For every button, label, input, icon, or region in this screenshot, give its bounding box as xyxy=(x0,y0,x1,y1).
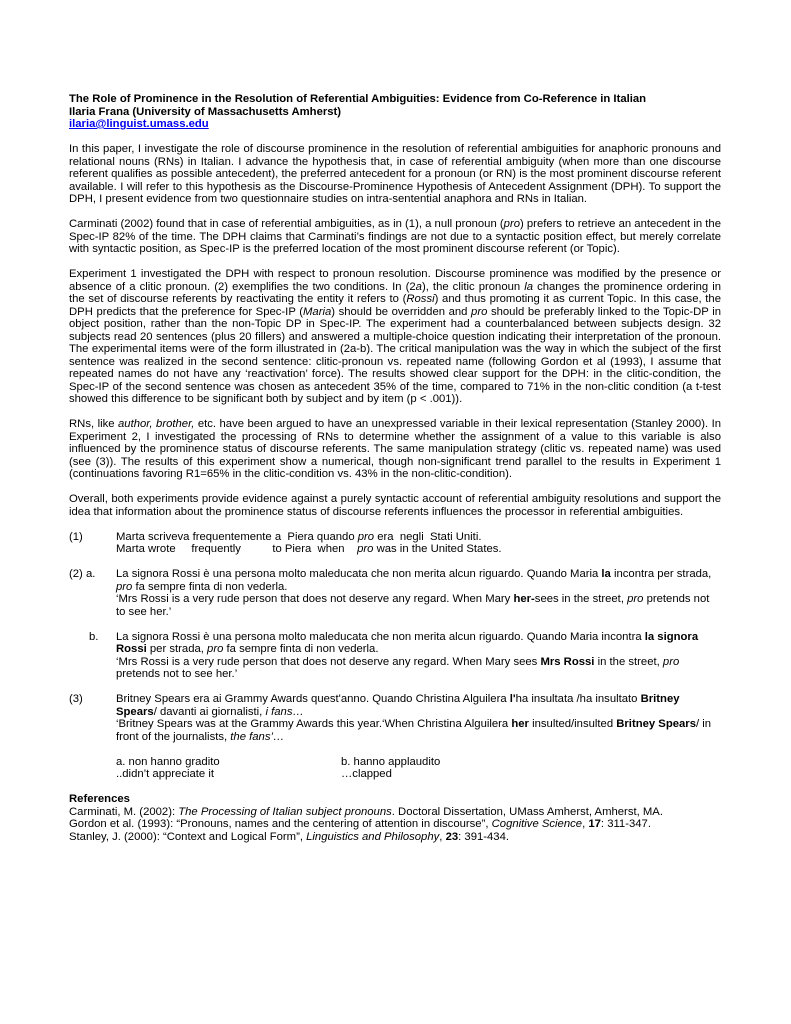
example-2a xyxy=(69,568,721,618)
example-1-italian: Marta scriveva frequentemente a Piera quando pro era negli Stati Uniti. xyxy=(116,530,482,543)
paragraph-experiment-2: RNs, like author, brother, etc. have been argued to have an unexpressed variable in their lexical representation (Stanley 2000). In Experiment 2, I investigated the processing of RNs to determine whether the assignment of a value to this variable is also influenced by the prominence status of discourse referents. The same manipulation strategy (clitic vs. repeated name) was used (see (3)). The results of this experiment show a numerical, though non-significant trend parallel to the results in Experiment 1 (continuations favoring R1=65% in the clitic-condition vs. 43% in the non-clitic-condition). xyxy=(69,418,721,480)
example-3-italian: Britney Spears era ai Grammy Awards quest'anno. Quando Christina Alguilera l'ha insultata /ha insultato Britney Spears/ davanti ai giornalisti, i fans… xyxy=(116,693,680,718)
paragraph-intro: In this paper, I investigate the role of discourse prominence in the resolution of referential ambiguities for anaphoric pronouns and relational nouns (RNs) in Italian. I advance the hypothesis that, in case of referential ambiguity (when more than one discourse referent qualifies as possible antecedent), the preferred antecedent for a pronoun (or RN) is the most prominent discourse referent available. I will refer to this hypothesis as the Discourse-Prominence Hypothesis of Antecedent Assignment (DPH). To support the DPH, I present evidence from two questionnaire studies on intra-sentential anaphora and RNs in Italian. xyxy=(69,143,721,205)
example-3-gloss: ‘Britney Spears was at the Grammy Awards this year.‘When Christina Alguilera her insulted/insulted Britney Spears/ in front of the journalists, the fans’… xyxy=(116,718,712,743)
example-2b-italian: La signora Rossi è una persona molto maleducata che non merita alcun riguardo. Quando Maria incontra la signora Rossi per strada, pro fa sempre finta di non vederla. xyxy=(116,630,699,655)
reference-stanley: Stanley, J. (2000): “Context and Logical Form”, Linguistics and Philosophy, 23: 391-434. xyxy=(69,830,510,843)
example-1-gloss: Marta wrote frequently to Piera when pro was in the United States. xyxy=(116,543,502,555)
choice-b-gloss: …clapped xyxy=(341,768,392,780)
references-heading: References xyxy=(69,793,130,805)
abstract-page xyxy=(69,93,721,843)
example-number: (3) xyxy=(69,693,83,705)
paper-title: The Role of Prominence in the Resolution of Referential Ambiguities: Evidence from Co-Reference in Italian xyxy=(69,93,647,105)
choice-a-gloss: ..didn’t appreciate it xyxy=(116,768,214,780)
example-2a-italian: La signora Rossi è una persona molto maleducata che non merita alcun riguardo. Quando Maria la incontra per strada, pro fa sempre finta di non vederla. xyxy=(116,568,712,593)
example-2b-gloss: ‘Mrs Rossi is a very rude person that does not deserve any regard. When Mary sees Mrs Rossi in the street, pro pretends not to see her.’ xyxy=(116,655,680,680)
author-line: Ilaria Frana (University of Massachusetts Amherst) xyxy=(69,105,342,118)
example-1 xyxy=(69,531,721,556)
choice-a: a. non hanno gradito xyxy=(116,755,220,768)
example-number: (2) a. xyxy=(69,568,96,580)
example-2a-gloss: ‘Mrs Rossi is a very rude person that does not deserve any regard. When Mary her-sees in the street, pro pretends not to see her.’ xyxy=(116,593,710,618)
example-number: (1) xyxy=(69,530,83,543)
example-3-choices xyxy=(116,756,721,781)
reference-carminati: Carminati, M. (2002): The Processing of Italian subject pronouns. Doctoral Dissertation, UMass Amherst, Amherst, MA. xyxy=(69,805,663,818)
choice-b: b. hanno applaudito xyxy=(341,755,441,768)
author-email-link[interactable]: ilaria@linguist.umass.edu xyxy=(69,118,209,130)
reference-gordon: Gordon et al. (1993): “Pronouns, names and the centering of attention in discourse”, Cognitive Science, 17: 311-347. xyxy=(69,818,651,830)
paragraph-carminati: Carminati (2002) found that in case of referential ambiguities, as in (1), a null pronoun (pro) prefers to retrieve an antecedent in the Spec-IP 82% of the time. The DPH claims that Carminati’s findings are not due to a syntactic position effect, but merely correlate with syntactic position, as Spec-IP is the preferred location of the most prominent discourse referent (or Topic). xyxy=(69,218,721,255)
paragraph-conclusion: Overall, both experiments provide evidence against a purely syntactic account of referential ambiguity resolutions and support the idea that information about the prominence status of discourse referents influences the processor in referential ambiguities. xyxy=(69,493,721,518)
example-letter: b. xyxy=(89,630,99,643)
example-2b xyxy=(69,631,721,681)
example-3 xyxy=(69,693,721,743)
paragraph-experiment-1: Experiment 1 investigated the DPH with respect to pronoun resolution. Discourse prominence was modified by the presence or absence of a clitic pronoun. (2) exemplifies the two conditions. In (2a), the clitic pronoun la changes the prominence ordering in the set of discourse referents by reactivating the entity it refers to (Rossi) and thus promoting it as current Topic. In this case, the DPH predicts that the preference for Spec-IP (Maria) should be overridden and pro should be preferably linked to the Topic-DP in object position, rather than the non-Topic DP in Spec-IP. The experiment had a counterbalanced between subjects design. 32 subjects read 20 sentences (plus 20 fillers) and answered a multiple-choice question indicating their interpretation of the pronoun. The experimental items were of the form illustrated in (2a-b). The critical manipulation was the way in which the subject of the first sentence was realized in the second sentence: clitic-pronoun vs. repeated name (following Gordon et al (1993), I assume that repeated names do not have any ‘reactivation’ force). The results showed clear support for the DPH: in the clitic-condition, the Spec-IP of the second sentence was chosen as antecedent 35% of the time, compared to 71% in the non-clitic condition (a t-test showed this difference to be significant both by subject and by item (p < .001)). xyxy=(69,268,721,405)
